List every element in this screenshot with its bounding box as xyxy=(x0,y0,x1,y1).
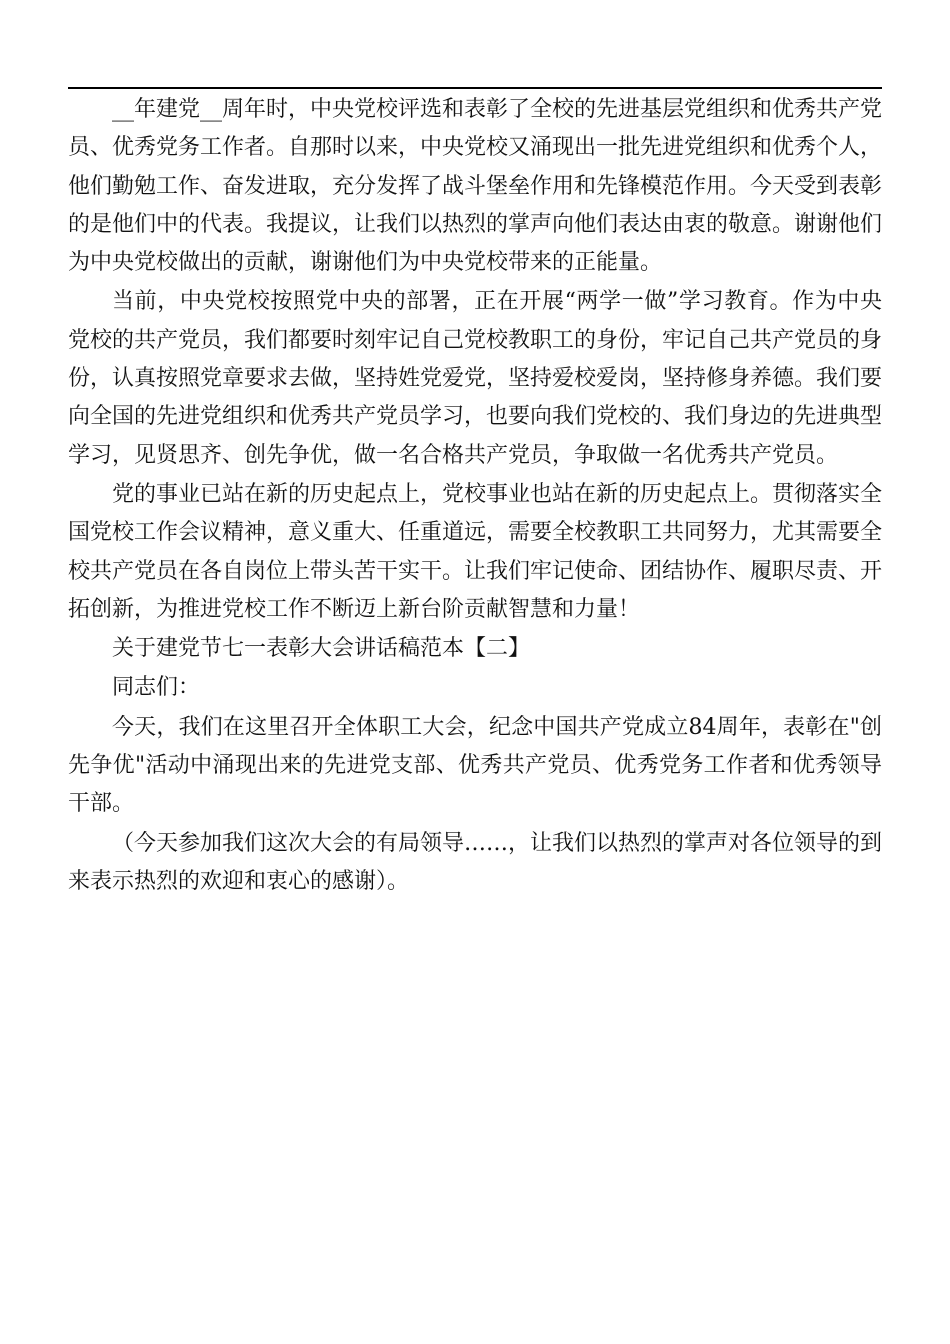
paragraph-meeting-opening: 今天，我们在这里召开全体职工大会，纪念中国共产党成立84周年，表彰在"创先争优"活动中涌现出来的先进党支部、优秀共产党员、优秀党务工作者和优秀领导干部。 xyxy=(68,714,882,817)
salutation: 同志们： xyxy=(112,675,201,701)
paragraph-commendation: __年建党__周年时，中央党校评选和表彰了全校的先进基层党组织和优秀共产党员、优秀党务工作者。自那时以来，中央党校又涌现出一批先进党组织和优秀个人，他们勤勉工作、奋发进取，充分发挥了战斗堡垒作用和先锋模范作用。今天受到表彰的是他们中的代表。我提议，让我们以热烈的掌声向他们表达由衷的敬意。谢谢他们为中央党校做出的贡献，谢谢他们为中央党校带来的正能量。 xyxy=(68,97,883,276)
document-body xyxy=(68,91,882,901)
paragraph-welcome-leaders: （今天参加我们这次大会的有局领导……，让我们以热烈的掌声对各位领导的到来表示热烈的欢迎和衷心的感谢）。 xyxy=(68,830,883,894)
section-heading: 关于建党节七一表彰大会讲话稿范本【二】 xyxy=(112,636,531,662)
paragraph-new-starting-point: 党的事业已站在新的历史起点上，党校事业也站在新的历史起点上。贯彻落实全国党校工作会议精神，意义重大、任重道远，需要全校教职工共同努力，尤其需要全校共产党员在各自岗位上带头苦干实干。让我们牢记使命、团结协作、履职尽责、开拓创新，为推进党校工作不断迈上新台阶贡献智慧和力量！ xyxy=(68,481,883,622)
paragraph-study-education: 当前，中央党校按照党中央的部署，正在开展“两学一做”学习教育。作为中央党校的共产党员，我们都要时刻牢记自己党校教职工的身份，牢记自己共产党员的身份，认真按照党章要求去做，坚持姓党爱党，坚持爱校爱岗，坚持修身养德。我们要向全国的先进党组织和优秀共产党员学习，也要向我们党校的、我们身边的先进典型学习，见贤思齐、创先争优，做一名合格共产党员，争取做一名优秀共产党员。 xyxy=(68,289,883,468)
header-rule xyxy=(68,87,882,89)
